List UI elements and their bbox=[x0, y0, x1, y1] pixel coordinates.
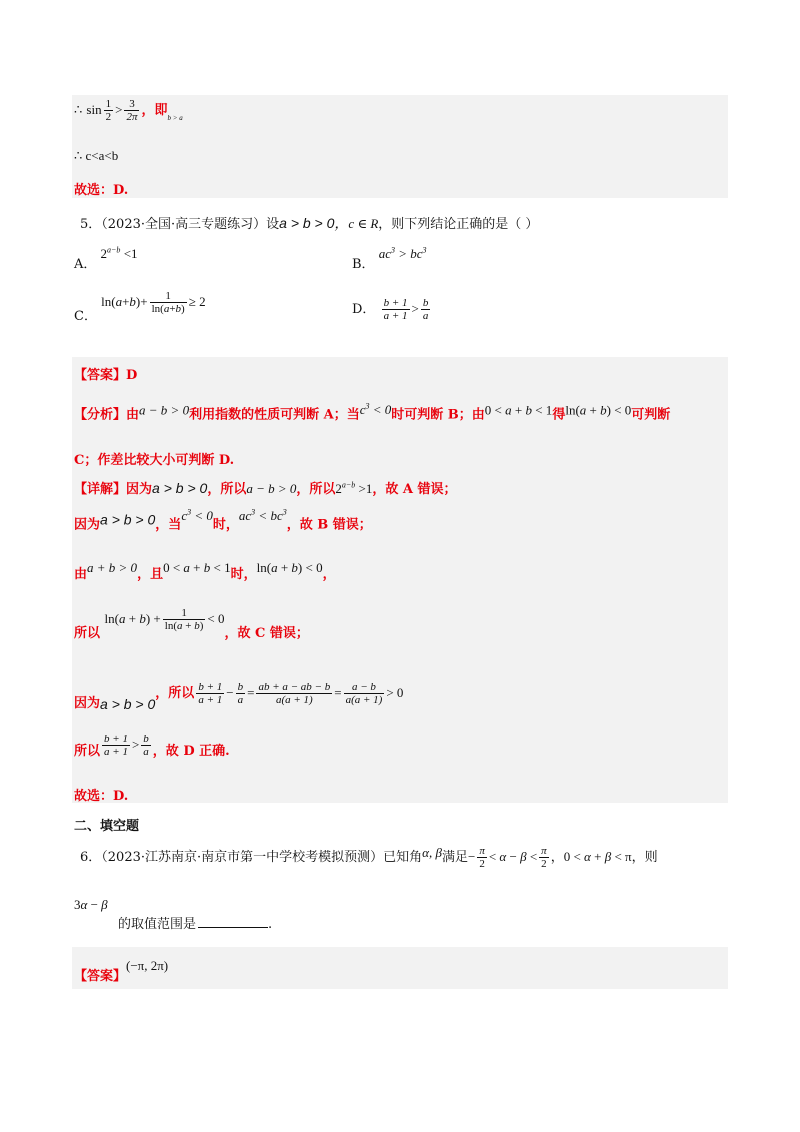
q5-analysis-line-2: C；作差比较大小可判断 D. bbox=[74, 453, 235, 468]
q5-d1-cond: a > b > 0 bbox=[152, 480, 208, 496]
section2-title: 二、填空题 bbox=[74, 819, 140, 834]
q5-d4-p2: ，故 C 错误； bbox=[224, 626, 309, 642]
q6-stem-line-2: 3α − β 的取值范围是 . bbox=[74, 897, 273, 932]
q5-detail-line-1: 【详解】因为a > b > 0，所以a − b > 0，所以$2^{a-b} >1$，故 A 错误； bbox=[74, 480, 457, 497]
q5-option-a: A． $2^{a-b} <1$ bbox=[74, 245, 138, 272]
q5-option-d-label: D． bbox=[352, 302, 376, 318]
q5-d1-p3: ，所以 bbox=[296, 482, 336, 497]
q5-analysis-p4: 得 bbox=[552, 407, 566, 423]
q5-d2-p3: 时， bbox=[212, 517, 239, 533]
q6-source: （2023·江苏南京·南京市第一中学校考模拟预测）已知角 bbox=[101, 850, 423, 866]
q6-line2-end: . bbox=[268, 917, 273, 932]
q5-option-c: C． ln(a+b)+ $\frac{1}{\ln(a+b)}$ ≥ 2 bbox=[74, 290, 206, 325]
q5-option-b-label: B． bbox=[352, 257, 375, 272]
q5-option-c-label: C． bbox=[74, 309, 97, 325]
q5-d2-p4: ，故 B 错误； bbox=[286, 517, 372, 533]
q5-number: 5． bbox=[80, 217, 102, 232]
q5-detail-line-6: 所以 $\frac{b + 1}{a + 1}$ > $\frac{b}{a}$ ，故 D 正确. bbox=[74, 733, 230, 760]
q5-d1-p2: ，所以 bbox=[207, 482, 247, 497]
q6-p4: ，则 bbox=[631, 850, 658, 866]
q5-d4-p1: 所以 bbox=[74, 626, 101, 642]
q5-d6-p1: 所以 bbox=[74, 744, 101, 760]
q5-stem-end: ，则下列结论正确的是（ ） bbox=[378, 217, 539, 232]
q5-source: （2023·全国·高三专题练习）设 bbox=[101, 217, 280, 232]
q5-option-a-label: A． bbox=[74, 257, 97, 272]
q5-detail-label: 【详解】 bbox=[74, 482, 127, 497]
q5-analysis-p5: 可判断 bbox=[631, 407, 671, 423]
q5-cond: a > b > 0， bbox=[279, 215, 349, 231]
q5-answer bbox=[74, 364, 137, 383]
q6-p2: 满足 bbox=[441, 850, 468, 866]
q5-analysis-p3: 时可判断 B；由 bbox=[391, 407, 485, 423]
q5-d3-p2: ，且 bbox=[137, 567, 164, 582]
prev-line1-suffix: ，即 bbox=[141, 103, 168, 119]
prev-line1-tiny: b > a bbox=[167, 114, 183, 123]
q5-d2-p2: ，当 bbox=[155, 517, 182, 533]
prev-line-2: ∴ c<a<b bbox=[74, 148, 119, 163]
q5-detail-line-2: 因为a > b > 0，当$c^3 < 0$时，$ac^3 < bc^3$，故 B 错误； bbox=[74, 508, 372, 533]
q5-d1-p1: 因为 bbox=[126, 482, 153, 497]
q5-d5-p2: ，所以 bbox=[155, 686, 195, 702]
q5-d3-p4: ， bbox=[322, 567, 336, 582]
q5-detail-line-5: 因为a > b > 0，所以 $\frac{b + 1}{a + 1}$ − $\frac{b}{a}$ = $\frac{ab + a - ab - b}{a(a + 1)}$ = $\frac{a - b}{a(a + 1)}$ > 0 bbox=[74, 681, 404, 713]
q5-detail-line-4: 所以 ln(a + b) + $\frac{1}{\ln(a + b)}$ < 0，故 C 错误； bbox=[74, 607, 309, 642]
prev-choose: 故选：D. bbox=[74, 183, 129, 198]
q5-detail-line-3: 由a + b > 0，且0 < a + b < 1时，ln(a + b) < 0， bbox=[74, 560, 336, 582]
q5-d6-p2: ，故 D 正确. bbox=[152, 744, 230, 760]
q6-answer-value: (−π, 2π) bbox=[126, 958, 169, 973]
q6-stem-line-1: 6．（2023·江苏南京·南京市第一中学校考模拟预测）已知角α, β满足− $\frac{\pi}{2}$ < α − β < $\frac{\pi}{2}$ ，0 < α + β < π，则 bbox=[80, 845, 658, 871]
q5-d5-p1: 因为 bbox=[74, 696, 101, 712]
q6-answer bbox=[74, 955, 169, 984]
q6-answer-label: 【答案】 bbox=[74, 969, 127, 984]
q6-number: 6． bbox=[80, 850, 102, 866]
q6-p3: ， bbox=[550, 850, 564, 866]
q5-cond2: c ∈ R bbox=[348, 216, 379, 231]
prev-line-1: ∴ sin $\frac{1}{2}$ > $\frac{3}{2\pi}$ ，即$_{b > a}$ bbox=[74, 98, 183, 124]
q5-option-b: B． $ac^3 > bc^3$ bbox=[352, 245, 427, 272]
q5-answer-label: 【答案】 bbox=[74, 368, 127, 383]
q5-analysis-p2: 利用指数的性质可判断 A；当 bbox=[189, 407, 360, 423]
q5-analysis-line-1: 【分析】由a − b > 0利用指数的性质可判断 A；当$c^3 < 0$时可判断 B；由0 < a + b < 1得ln(a + b) < 0可判断 bbox=[74, 402, 671, 423]
q5-answer-value: D bbox=[126, 368, 138, 383]
q5-stem bbox=[80, 213, 538, 233]
q5-choose: 故选：D. bbox=[74, 789, 129, 804]
q6-answer-box bbox=[72, 947, 728, 989]
q5-analysis-p1: 由 bbox=[126, 407, 140, 423]
q6-line2-suffix: 的取值范围是 bbox=[118, 917, 197, 932]
q5-d3-p1: 由 bbox=[74, 567, 88, 582]
q5-option-d: D． $\frac{b + 1}{a + 1}$ > $\frac{b}{a}$ bbox=[352, 297, 429, 323]
q6-answer-blank bbox=[198, 927, 268, 928]
q5-d2-p1: 因为 bbox=[74, 517, 101, 533]
q5-d1-p4: ，故 A 错误； bbox=[372, 482, 457, 497]
q5-analysis-label: 【分析】 bbox=[74, 407, 127, 423]
q5-d3-p3: 时， bbox=[230, 567, 257, 582]
